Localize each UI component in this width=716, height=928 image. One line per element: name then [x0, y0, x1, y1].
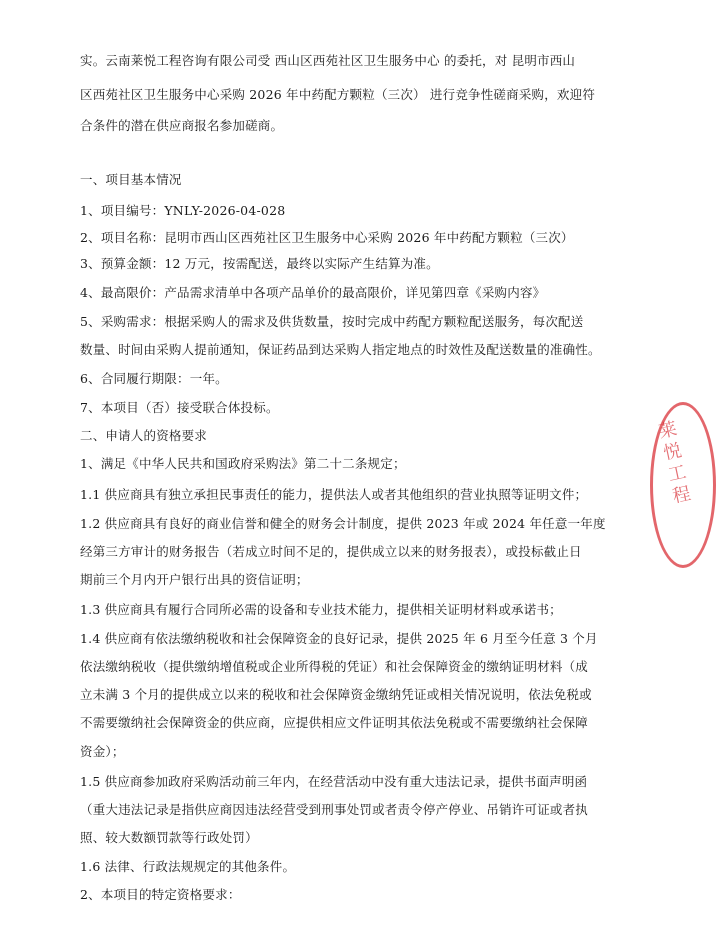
paragraph-line: 数量、时间由采购人提前通知，保证药品到达采购人指定地点的时效性及配送数量的准确性。 [80, 342, 601, 357]
paragraph-line: 区西苑社区卫生服务中心采购 2026 年中药配方颗粒（三次） 进行竞争性磋商采购，欢迎符 [80, 87, 596, 102]
paragraph-line: 3、预算金额：12 万元，按需配送，最终以实际产生结算为准。 [80, 256, 439, 271]
paragraph-line: 5、采购需求：根据采购人的需求及供货数量，按时完成中药配方颗粒配送服务，每次配送 [80, 314, 584, 329]
paragraph-line: 7、本项目（否）接受联合体投标。 [80, 400, 279, 415]
paragraph-line: 资金）； [80, 744, 125, 759]
paragraph-line: 照、较大数额罚款等行政处罚） [80, 830, 258, 845]
paragraph-line: 1.2 供应商具有良好的商业信誉和健全的财务会计制度，提供 2023 年或 2024 年任意一年度 [80, 516, 606, 531]
paragraph-line: 6、合同履行期限：一年。 [80, 371, 228, 386]
paragraph-line: 1、满足《中华人民共和国政府采购法》第二十二条规定； [80, 456, 406, 471]
company-seal-text: 莱悦工程 [654, 418, 693, 510]
paragraph-line: 1.5 供应商参加政府采购活动前三年内，在经营活动中没有重大违法记录，提供书面声明函 [80, 774, 588, 789]
paragraph-line: 4、最高限价：产品需求清单中各项产品单价的最高限价，详见第四章《采购内容》 [80, 285, 546, 300]
paragraph-line: （重大违法记录是指供应商因违法经营受到刑事处罚或者责令停产停业、吊销许可证或者执 [80, 802, 589, 817]
paragraph-line: 2、项目名称：昆明市西山区西苑社区卫生服务中心采购 2026 年中药配方颗粒（三次） [80, 230, 574, 245]
paragraph-line: 经第三方审计的财务报告（若成立时间不足的，提供成立以来的财务报表），或投标截止日 [80, 544, 582, 559]
paragraph-line: 依法缴纳税收（提供缴纳增值税或企业所得税的凭证）和社会保障资金的缴纳证明材料（成 [80, 659, 589, 674]
paragraph-line: 立未满 3 个月的提供成立以来的税收和社会保障资金缴纳凭证或相关情况说明，依法免税或 [80, 687, 592, 702]
section-heading: 二、申请人的资格要求 [80, 428, 208, 443]
paragraph-line: 期前三个月内开户银行出具的资信证明； [80, 572, 309, 587]
paragraph-line: 1.6 法律、行政法规规定的其他条件。 [80, 859, 296, 874]
paragraph-line: 合条件的潜在供应商报名参加磋商。 [80, 118, 284, 133]
paragraph-line: 1.1 供应商具有独立承担民事责任的能力，提供法人或者其他组织的营业执照等证明文件； [80, 487, 588, 502]
paragraph-line: 2、本项目的特定资格要求： [80, 887, 241, 902]
paragraph-line: 1.3 供应商具有履行合同所必需的设备和专业技术能力，提供相关证明材料或承诺书； [80, 602, 562, 617]
section-heading: 一、项目基本情况 [80, 172, 182, 187]
paragraph-line: 1.4 供应商有依法缴纳税收和社会保障资金的良好记录，提供 2025 年 6 月至今任意 3 个月 [80, 631, 598, 646]
paragraph-line: 实。云南莱悦工程咨询有限公司受 西山区西苑社区卫生服务中心 的委托，对 昆明市西山 [80, 53, 576, 68]
paragraph-line: 1、项目编号：YNLY-2026-04-028 [80, 203, 286, 218]
paragraph-line: 不需要缴纳社会保障资金的供应商，应提供相应文件证明其依法免税或不需要缴纳社会保障 [80, 715, 589, 730]
